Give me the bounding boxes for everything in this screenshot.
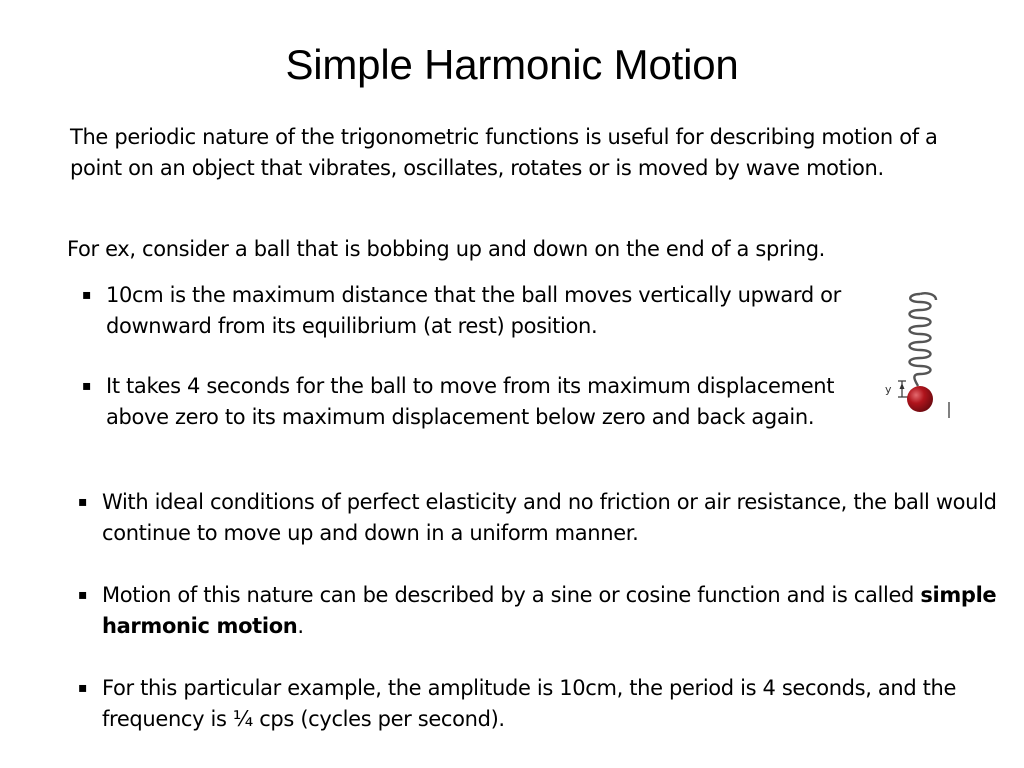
bullet-marker: ▪ xyxy=(82,378,92,394)
bullet-text-after: . xyxy=(297,613,304,638)
bullet-item xyxy=(78,673,998,734)
bullet-item xyxy=(78,580,998,641)
bullet-marker: ▪ xyxy=(78,680,88,696)
ball-icon xyxy=(907,386,933,412)
bullet-marker: ▪ xyxy=(78,587,88,603)
bullet-marker: ▪ xyxy=(78,494,88,510)
y-axis-label: y xyxy=(885,383,892,396)
bullet-text: With ideal conditions of perfect elasticity and no friction or air resistance, the ball would continue to move up and down in a uniform manner. xyxy=(102,490,997,545)
slide-title: Simple Harmonic Motion xyxy=(285,41,739,88)
bullet-text xyxy=(102,580,998,641)
bullet-text: It takes 4 seconds for the ball to move from its maximum displacement above zero to its maximum displacement below zero and back again. xyxy=(106,374,835,429)
example-intro: For ex, consider a ball that is bobbing up and down on the end of a spring. xyxy=(67,237,826,261)
bullet-item xyxy=(82,371,882,432)
bullet-text: For this particular example, the amplitude is 10cm, the period is 4 seconds, and the frequency is ¼ cps (cycles per second). xyxy=(102,676,957,731)
bullet-item xyxy=(82,280,842,341)
bullet-item xyxy=(78,487,998,548)
spring-icon xyxy=(910,293,937,386)
bullet-text-before: Motion of this nature can be described by a sine or cosine function and is called xyxy=(102,583,921,607)
bullet-text: 10cm is the maximum distance that the ball moves vertically upward or downward from its equilibrium (at rest) position. xyxy=(106,283,841,338)
spring-ball-figure xyxy=(880,290,960,425)
term-simple-harmonic-motion: simple harmonic motion xyxy=(102,583,997,638)
bullet-marker: ▪ xyxy=(82,287,92,303)
intro-paragraph: The periodic nature of the trigonometric functions is useful for describing motion of a point on an object that vibrates, oscillates, rotates or is moved by wave motion. xyxy=(70,125,938,180)
